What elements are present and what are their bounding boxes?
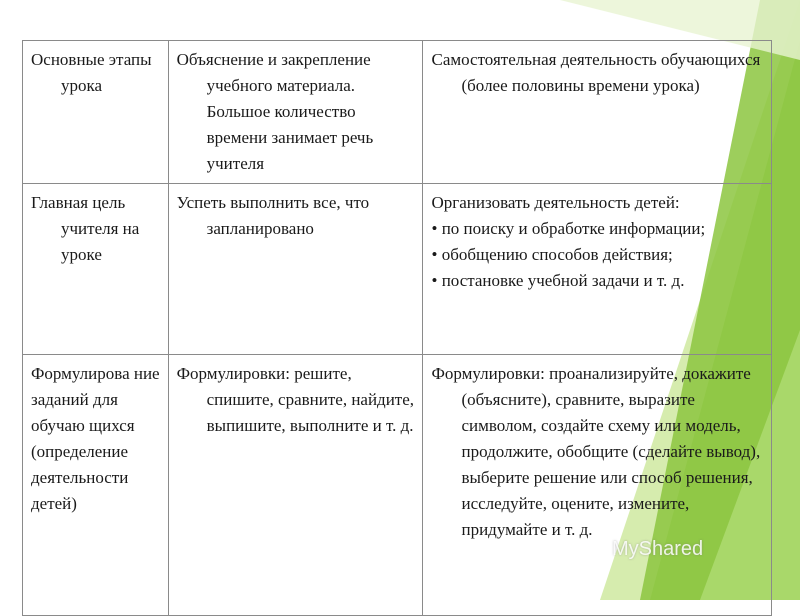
- cell-text: Главная цель учителя на уроке: [31, 193, 140, 264]
- comparison-table: [22, 40, 772, 616]
- cell-text: Самостоятельная деятельность обучающихся (более половины времени урока): [431, 50, 761, 95]
- row1-traditional-cell: [168, 41, 423, 184]
- cell-text: Основные этапы урока: [31, 50, 152, 95]
- row2-traditional-cell: [168, 184, 423, 355]
- cell-text: Формулировки: проанализируйте, докажите (объясните), сравните, выразите символом, создайте схему или модель, продолжите, обобщите (сделайте вывод), выберите решение или способ решения, исследуйте, оцените, измените, придумайте и т. д.: [431, 364, 761, 539]
- bullet-item: • постановке учебной задачи и т. д.: [431, 268, 763, 294]
- cell-text: Объяснение и закрепление учебного материала. Большое количество времени занимает речь учителя: [176, 50, 374, 173]
- table-row: [23, 41, 772, 184]
- watermark-logo: MyShared: [612, 538, 704, 560]
- bullet-item: • по поиску и обработке информации;: [431, 216, 763, 242]
- row2-modern-cell: [423, 184, 772, 355]
- cell-text: Формулирова ние заданий для обучаю щихся (определение деятельности детей): [31, 364, 160, 513]
- table-row: [23, 184, 772, 355]
- row2-stage-cell: [23, 184, 169, 355]
- row3-modern-cell: [423, 355, 772, 616]
- table-row: [23, 355, 772, 616]
- row3-stage-cell: [23, 355, 169, 616]
- bullet-item: • обобщению способов действия;: [431, 242, 763, 268]
- row1-modern-cell: [423, 41, 772, 184]
- row3-traditional-cell: [168, 355, 423, 616]
- cell-text: Формулировки: решите, спишите, сравните, найдите, выпишите, выполните и т. д.: [176, 364, 415, 435]
- row1-stage-cell: [23, 41, 169, 184]
- cell-text: Успеть выполнить все, что запланировано: [176, 193, 370, 238]
- cell-lead-text: Организовать деятельность детей:: [431, 193, 680, 212]
